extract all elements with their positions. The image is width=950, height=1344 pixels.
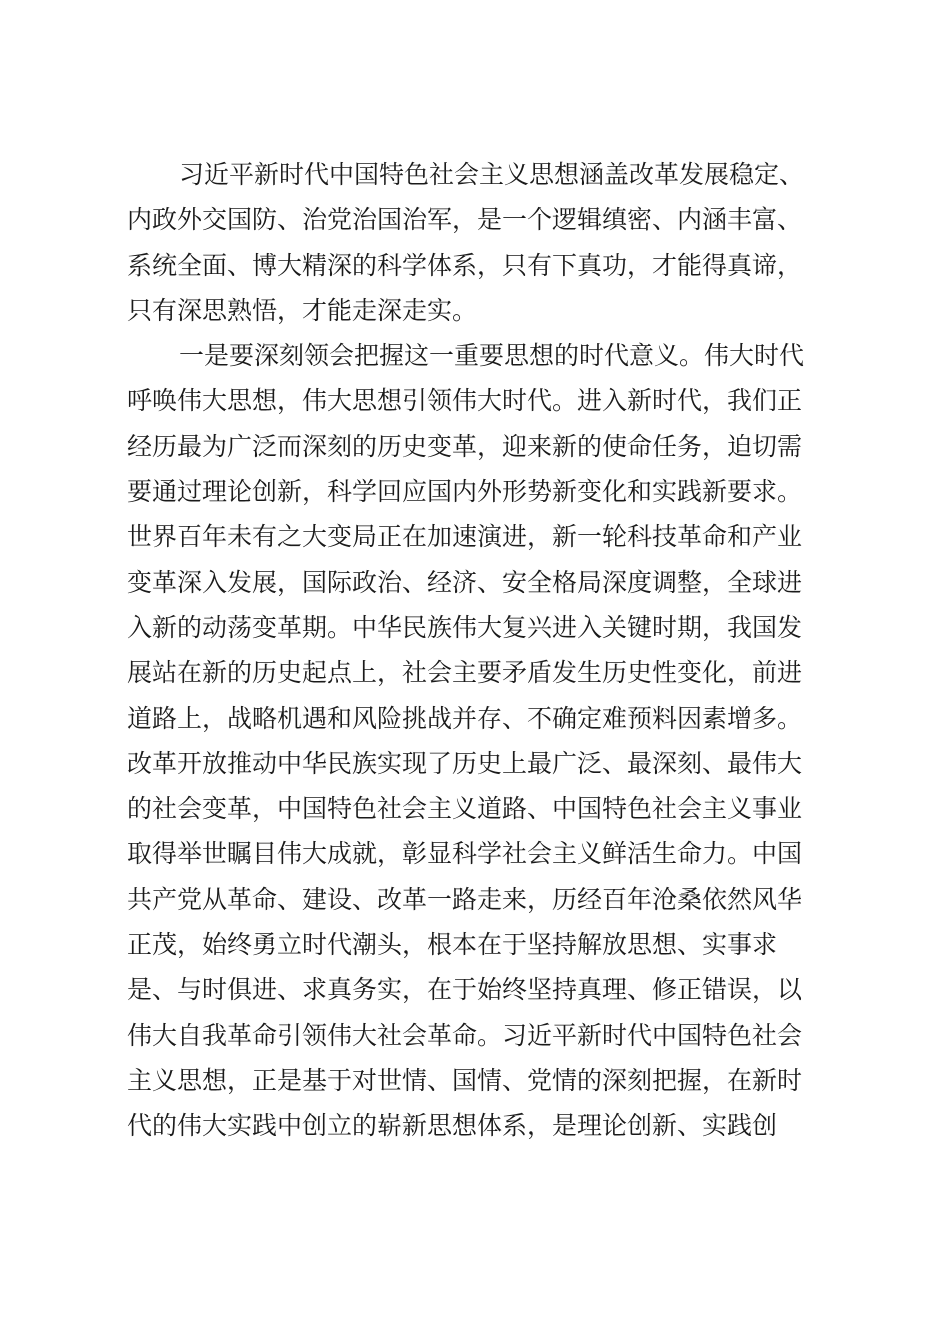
text-line: 世界百年未有之大变局正在加速演进，新一轮科技革命和产业 [127,522,803,552]
document-body [127,152,827,1149]
text-line: 呼唤伟大思想，伟大思想引领伟大时代。进入新时代，我们正 [127,386,803,416]
text-line: 变革深入发展，国际政治、经济、安全格局深度调整，全球进 [127,567,803,597]
text-line: 只有深思熟悟，才能走深走实。 [127,295,478,325]
text-line: 代的伟大实践中创立的崭新思想体系，是理论创新、实践创 [127,1111,778,1141]
text-line: 是、与时俱进、求真务实，在于始终坚持真理、修正错误，以 [127,975,803,1005]
text-line: 一是要深刻领会把握这一重要思想的时代意义。伟大时代 [179,341,805,371]
text-line: 习近平新时代中国特色社会主义思想涵盖改革发展稳定、 [179,160,805,189]
text-line: 内政外交国防、治党治国治军，是一个逻辑缜密、内涵丰富、 [127,205,803,235]
text-line: 系统全面、博大精深的科学体系，只有下真功，才能得真谛， [127,250,803,280]
text-line: 展站在新的历史起点上，社会主要矛盾发生历史性变化，前进 [127,658,803,688]
text-line: 的社会变革，中国特色社会主义道路、中国特色社会主义事业 [127,794,803,824]
text-line: 入新的动荡变革期。中华民族伟大复兴进入关键时期，我国发 [127,612,803,642]
text-line: 共产党从革命、建设、改革一路走来，历经百年沧桑依然风华 [127,884,803,914]
text-line: 主义思想，正是基于对世情、国情、党情的深刻把握，在新时 [127,1065,803,1095]
text-line: 经历最为广泛而深刻的历史变革，迎来新的使命任务，迫切需 [127,431,803,461]
text-line: 伟大自我革命引领伟大社会革命。习近平新时代中国特色社会 [127,1020,803,1050]
text-line: 正茂，始终勇立时代潮头，根本在于坚持解放思想、实事求 [127,930,778,960]
text-line: 取得举世瞩目伟大成就，彰显科学社会主义鲜活生命力。中国 [127,839,803,869]
text-line: 改革开放推动中华民族实现了历史上最广泛、最深刻、最伟大 [127,748,803,778]
text-line: 道路上，战略机遇和风险挑战并存、不确定难预料因素增多。 [127,703,803,733]
text-line: 要通过理论创新，科学回应国内外形势新变化和实践新要求。 [127,477,803,507]
